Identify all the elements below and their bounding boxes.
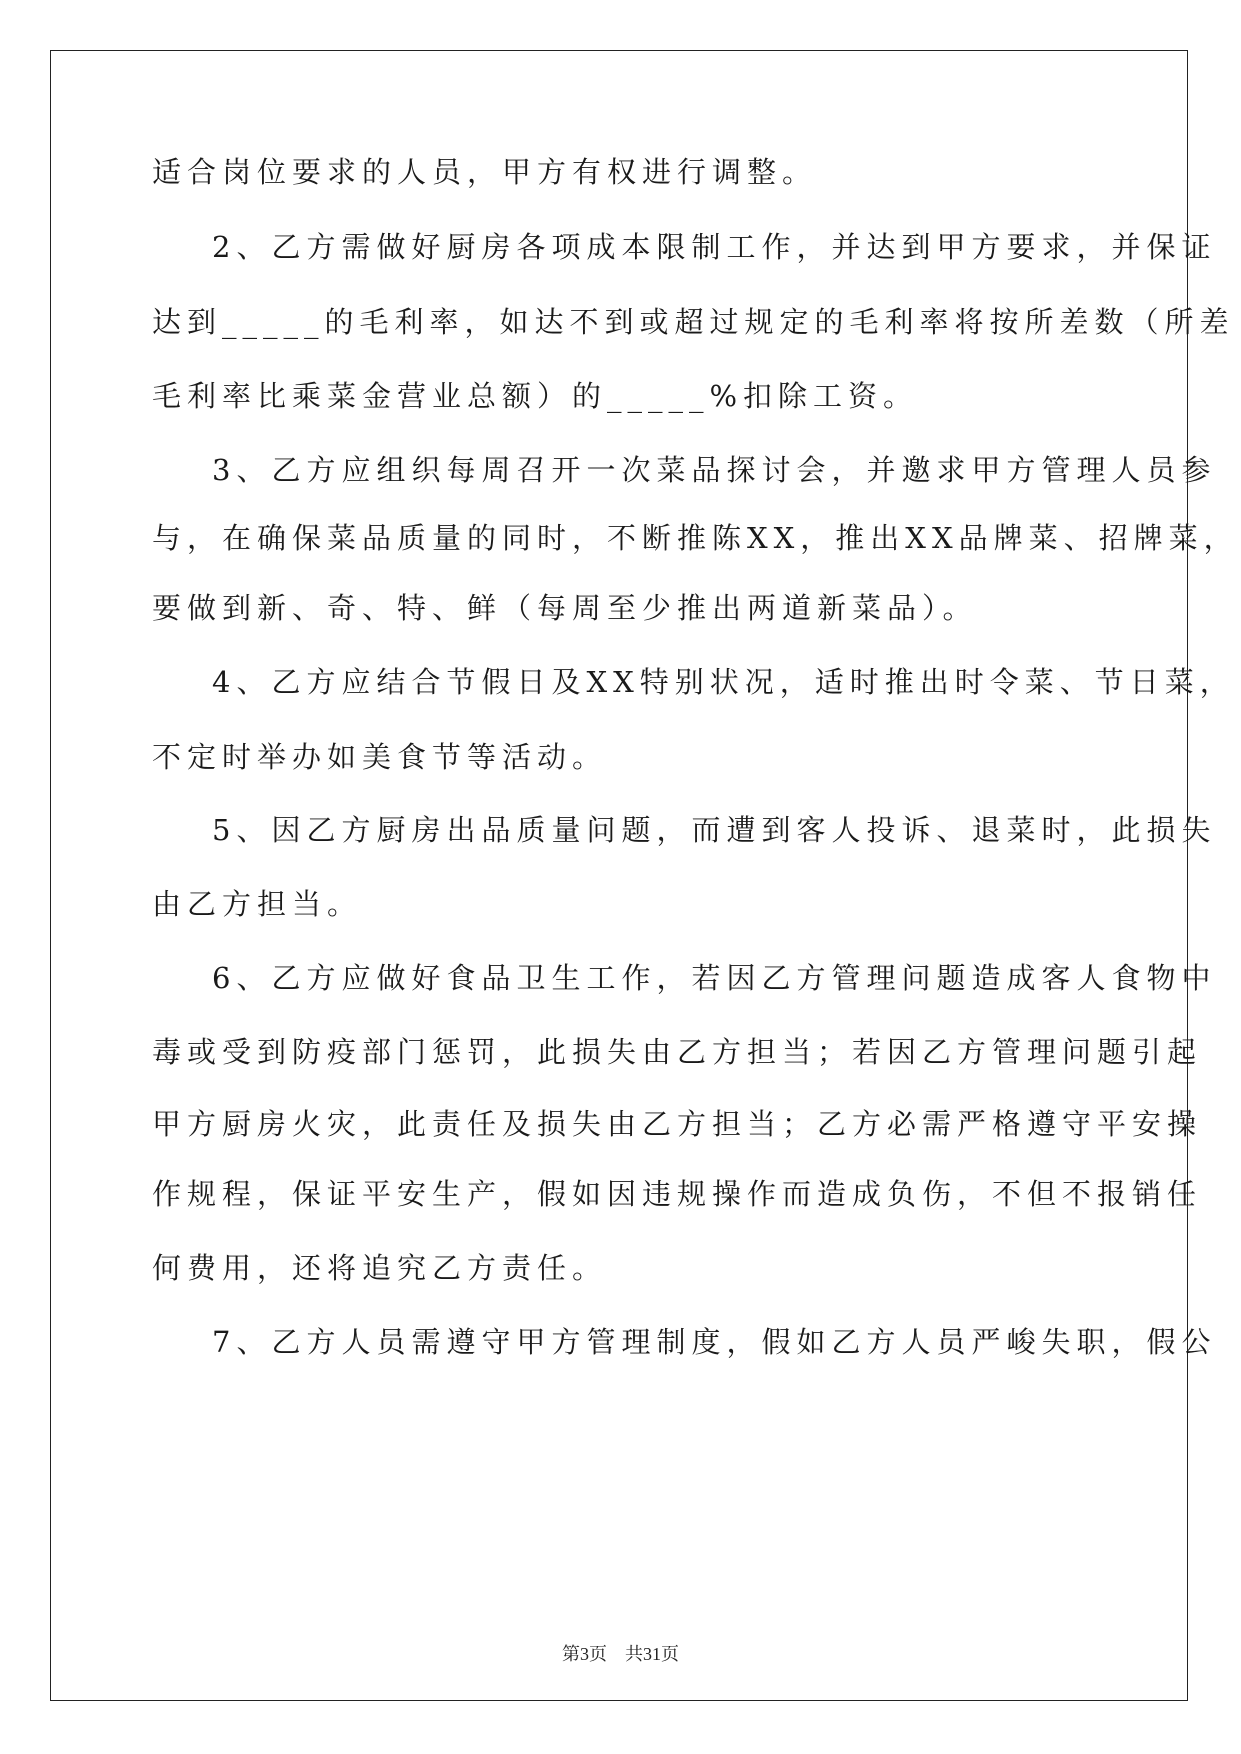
- text-line: 要做到新、奇、特、鲜（每周至少推出两道新菜品）。: [152, 591, 978, 625]
- text-line: 3、乙方应组织每周召开一次菜品探讨会，并邀求甲方管理人员参: [212, 453, 1217, 487]
- text-line: 不定时举办如美食节等活动。: [152, 740, 608, 774]
- text-line: 适合岗位要求的人员，甲方有权进行调整。: [152, 155, 818, 189]
- text-line: 何费用，还将追究乙方责任。: [152, 1251, 608, 1285]
- text-line: 6、乙方应做好食品卫生工作，若因乙方管理问题造成客人食物中: [212, 961, 1217, 995]
- text-line: 5、因乙方厨房出品质量问题，而遭到客人投诉、退菜时，此损失: [212, 813, 1217, 847]
- page-total: 共31页: [625, 1644, 679, 1664]
- text-line: 4、乙方应结合节假日及XX特别状况，适时推出时令菜、节日菜，: [212, 665, 1235, 699]
- text-line: 达到_____的毛利率，如达不到或超过规定的毛利率将按所差数（所差: [152, 305, 1235, 339]
- text-line: 与，在确保菜品质量的同时，不断推陈XX，推出XX品牌菜、招牌菜，: [152, 521, 1239, 555]
- text-line: 毛利率比乘菜金营业总额）的_____%扣除工资。: [152, 379, 919, 413]
- page-number: 第3页: [562, 1644, 607, 1664]
- text-line: 毒或受到防疫部门惩罚，此损失由乙方担当；若因乙方管理问题引起: [152, 1035, 1203, 1069]
- text-line: 作规程，保证平安生产，假如因违规操作而造成负伤，不但不报销任: [152, 1177, 1203, 1211]
- text-line: 7、乙方人员需遵守甲方管理制度，假如乙方人员严峻失职，假公: [212, 1325, 1217, 1359]
- text-line: 甲方厨房火灾，此责任及损失由乙方担当；乙方必需严格遵守平安操: [152, 1107, 1203, 1141]
- text-line: 由乙方担当。: [152, 887, 363, 921]
- page-footer: [0, 1640, 1241, 1666]
- text-line: 2、乙方需做好厨房各项成本限制工作，并达到甲方要求，并保证: [212, 230, 1217, 264]
- page-border: [50, 50, 1188, 1701]
